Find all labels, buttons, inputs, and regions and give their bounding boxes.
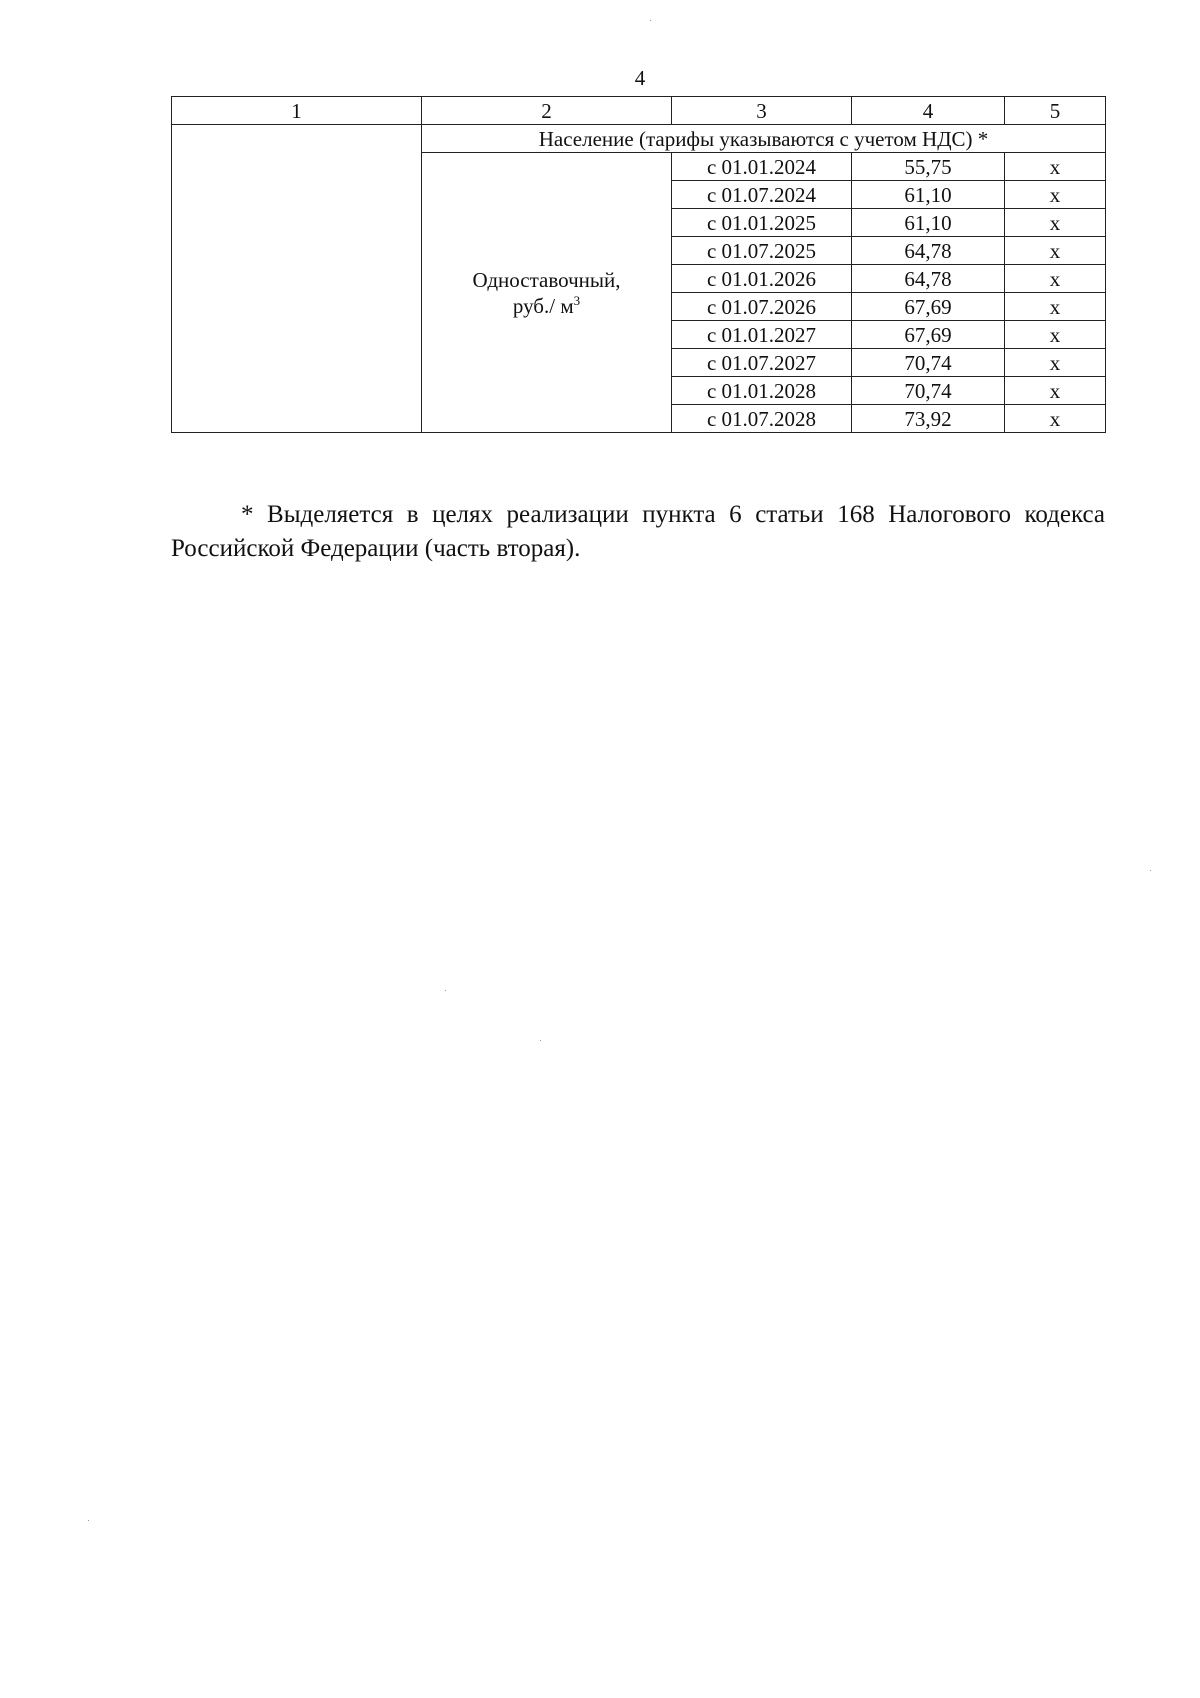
header-cell-2: 2 bbox=[422, 97, 672, 125]
value-cell: 64,78 bbox=[852, 265, 1005, 293]
group-label-cell: Население (тарифы указываются с учетом НДС) * bbox=[422, 125, 1106, 153]
period-cell: с 01.01.2025 bbox=[672, 209, 852, 237]
scan-speck bbox=[540, 1040, 541, 1041]
header-cell-5: 5 bbox=[1005, 97, 1106, 125]
value-cell: 70,74 bbox=[852, 377, 1005, 405]
tariff-unit-text: руб./ м bbox=[512, 293, 574, 318]
value-cell: 55,75 bbox=[852, 153, 1005, 181]
scan-speck bbox=[650, 20, 651, 21]
col5-cell: х bbox=[1005, 237, 1106, 265]
scan-speck bbox=[1150, 870, 1151, 871]
period-cell: с 01.07.2028 bbox=[672, 405, 852, 433]
period-cell: с 01.07.2024 bbox=[672, 181, 852, 209]
scan-speck bbox=[88, 1520, 89, 1521]
value-cell: 67,69 bbox=[852, 321, 1005, 349]
period-cell: с 01.07.2025 bbox=[672, 237, 852, 265]
footnote: * Выделяется в целях реализации пункта 6 статьи 168 Налогового кодекса Российской Федерации (часть вторая). bbox=[171, 501, 1105, 562]
value-cell: 61,10 bbox=[852, 209, 1005, 237]
period-cell: с 01.07.2026 bbox=[672, 293, 852, 321]
value-cell: 70,74 bbox=[852, 349, 1005, 377]
col5-cell: х bbox=[1005, 405, 1106, 433]
tariff-unit-superscript: 3 bbox=[573, 292, 581, 308]
period-cell: с 01.01.2028 bbox=[672, 377, 852, 405]
tariff-type-cell bbox=[422, 153, 672, 433]
col5-cell: х bbox=[1005, 349, 1106, 377]
col5-cell: х bbox=[1005, 293, 1106, 321]
period-cell: с 01.01.2027 bbox=[672, 321, 852, 349]
col5-cell: х bbox=[1005, 265, 1106, 293]
tariff-type-line1: Одноставочный, bbox=[472, 267, 621, 292]
col5-cell: х bbox=[1005, 181, 1106, 209]
period-cell: с 01.01.2026 bbox=[672, 265, 852, 293]
header-cell-4: 4 bbox=[852, 97, 1005, 125]
col5-cell: х bbox=[1005, 377, 1106, 405]
page-number: 4 bbox=[634, 66, 646, 90]
tariff-unit bbox=[422, 293, 671, 319]
col5-cell: х bbox=[1005, 209, 1106, 237]
header-cell-1: 1 bbox=[172, 97, 422, 125]
value-cell: 67,69 bbox=[852, 293, 1005, 321]
value-cell: 73,92 bbox=[852, 405, 1005, 433]
period-cell: с 01.07.2027 bbox=[672, 349, 852, 377]
empty-first-column-cell bbox=[172, 125, 422, 433]
header-cell-3: 3 bbox=[672, 97, 852, 125]
table-header-row bbox=[172, 97, 1106, 125]
value-cell: 64,78 bbox=[852, 237, 1005, 265]
value-cell: 61,10 bbox=[852, 181, 1005, 209]
group-row bbox=[172, 125, 1106, 153]
tariff-table bbox=[171, 96, 1106, 433]
col5-cell: х bbox=[1005, 321, 1106, 349]
col5-cell: х bbox=[1005, 153, 1106, 181]
scan-speck bbox=[445, 990, 446, 991]
period-cell: с 01.01.2024 bbox=[672, 153, 852, 181]
